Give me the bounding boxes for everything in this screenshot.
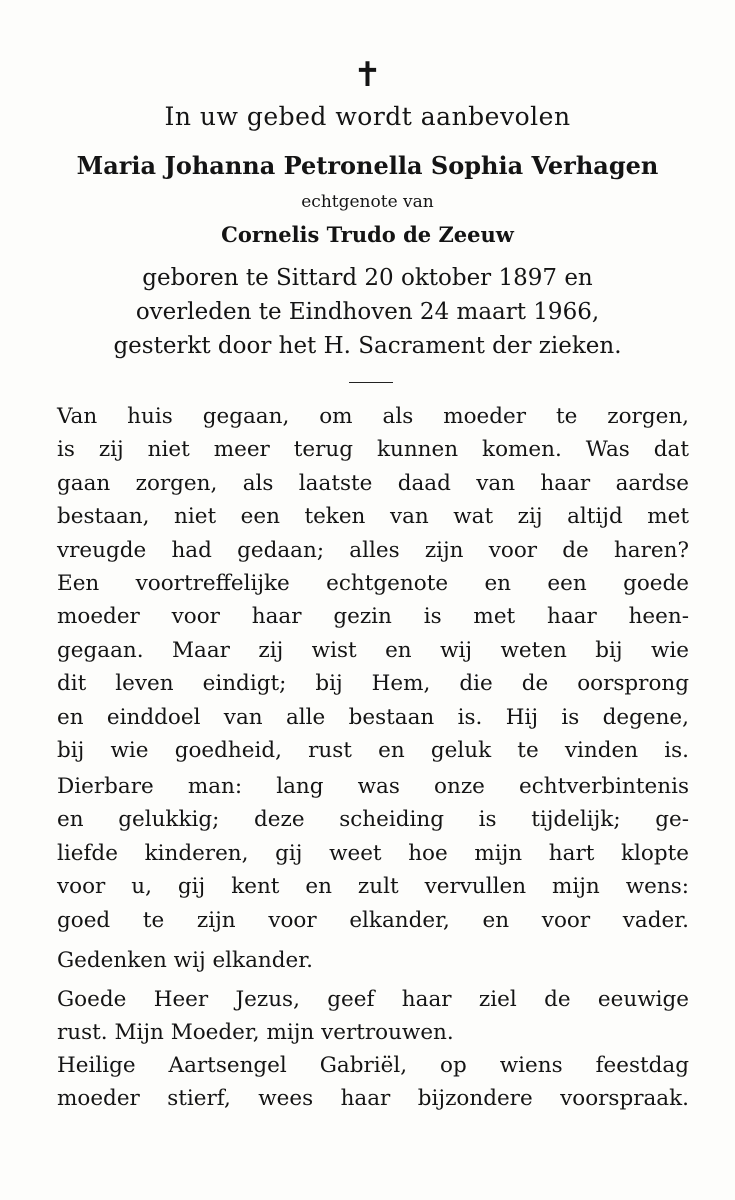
text-line: Dierbare man: lang was onze echtverbintenis bbox=[57, 774, 689, 799]
paragraph-remember bbox=[57, 944, 689, 977]
sacrament-line: gesterkt door het H. Sacrament der zieken. bbox=[113, 333, 622, 359]
paragraph-archangel bbox=[57, 1049, 689, 1116]
text-line: bij wie goedheid, rust en geluk te vinden is. bbox=[57, 738, 689, 764]
divider bbox=[349, 382, 393, 383]
text-line: en einddoel van alle bestaan is. Hij is degene, bbox=[57, 704, 689, 730]
deceased-name: Maria Johanna Petronella Sophia Verhagen bbox=[76, 151, 659, 180]
text-line: voor u, gij kent en zult vervullen mijn wens: bbox=[57, 874, 689, 900]
text-line: bestaan, niet een teken van wat zij altijd met bbox=[57, 504, 689, 530]
death-line: overleden te Eindhoven 24 maart 1966, bbox=[135, 299, 600, 325]
text-line: vreugde had gedaan; alles zijn voor de haren? bbox=[57, 537, 689, 563]
spouse-name: Cornelis Trudo de Zeeuw bbox=[221, 222, 514, 247]
text-line: gaan zorgen, als laatste daad van haar aardse bbox=[57, 470, 689, 496]
text-line: Gedenken wij elkander. bbox=[57, 948, 313, 973]
text-line: is zij niet meer terug kunnen komen. Was dat bbox=[57, 437, 689, 463]
text-line: rust. Mijn Moeder, mijn vertrouwen. bbox=[57, 1020, 454, 1046]
text-line: Heilige Aartsengel Gabriël, op wiens feestdag bbox=[57, 1053, 689, 1078]
paragraph-prayer bbox=[57, 983, 689, 1050]
text-line: moeder voor haar gezin is met haar heen- bbox=[57, 604, 689, 630]
text-line: Goede Heer Jezus, geef haar ziel de eeuwige bbox=[57, 987, 689, 1012]
text-line: dit leven eindigt; bij Hem, die de oorsprong bbox=[57, 671, 689, 697]
paragraph-farewell bbox=[57, 770, 689, 937]
text-line: moeder stierf, wees haar bijzondere voorspraak. bbox=[57, 1086, 689, 1112]
text-line: gegaan. Maar zij wist en wij weten bij wie bbox=[57, 637, 689, 663]
birth-line: geboren te Sittard 20 oktober 1897 en bbox=[142, 265, 593, 291]
cross-icon: ✝ bbox=[353, 55, 382, 95]
intro-line: In uw gebed wordt aanbevolen bbox=[164, 102, 571, 131]
spouse-of-label: echtgenote van bbox=[301, 192, 434, 212]
text-line: en gelukkig; deze scheiding is tijdelijk; ge- bbox=[57, 807, 689, 833]
text-line: Een voortreffelijke echtgenote en een goede bbox=[57, 571, 689, 597]
text-line: Van huis gegaan, om als moeder te zorgen, bbox=[57, 404, 689, 429]
life-dates bbox=[0, 261, 735, 363]
text-line: liefde kinderen, gij weet hoe mijn hart klopte bbox=[57, 840, 689, 866]
paragraph-remembrance bbox=[57, 400, 689, 767]
text-line: goed te zijn voor elkander, en voor vader. bbox=[57, 907, 689, 933]
